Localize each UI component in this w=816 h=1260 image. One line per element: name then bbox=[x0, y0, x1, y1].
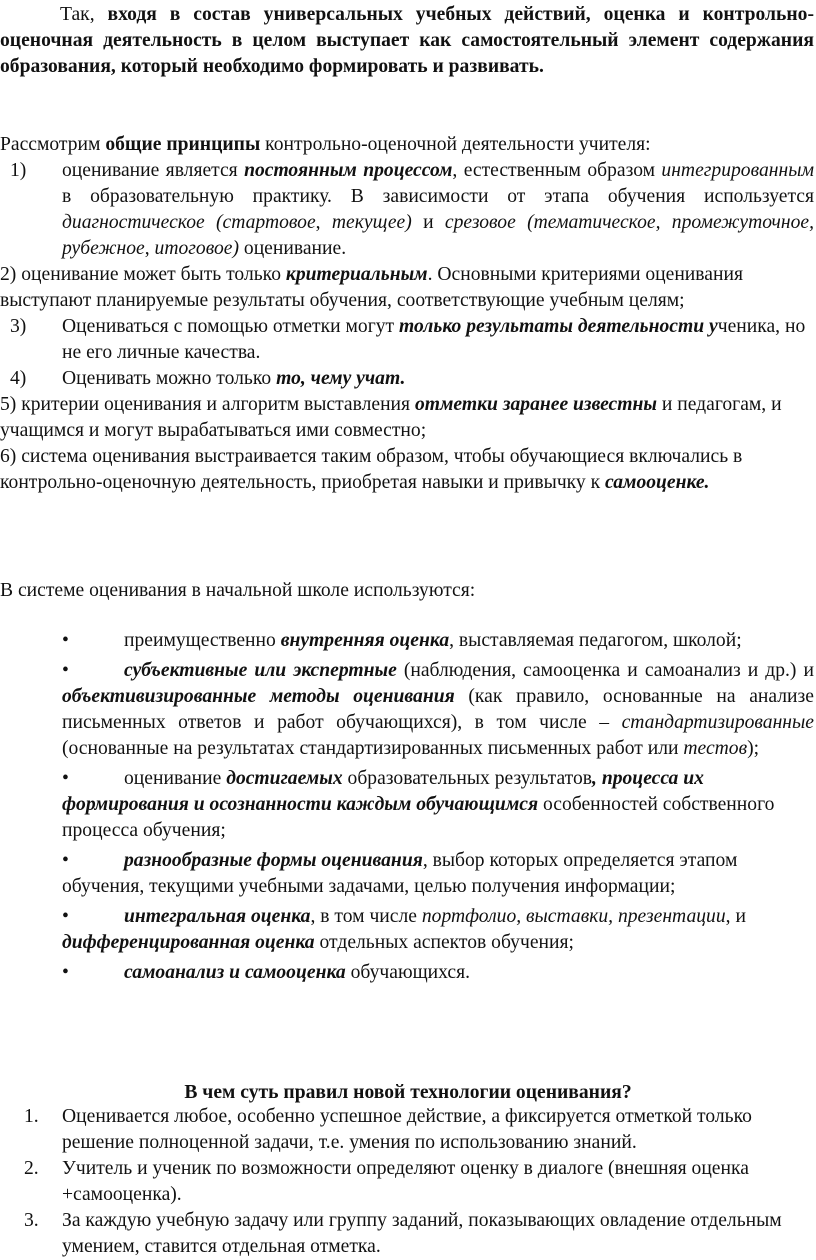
text: обучающихся. bbox=[345, 962, 471, 983]
text: оценивание. bbox=[239, 238, 347, 259]
text: преимущественно bbox=[124, 630, 281, 651]
text: оценивание является bbox=[62, 160, 245, 181]
rule-text: Оценивается любое, особенно успешное действие, а фиксируется отметкой только решение полноценной задачи, т.е. умения по использованию знаний. bbox=[62, 1106, 752, 1153]
emphasis: субъективные или экспертные bbox=[124, 660, 397, 681]
system-item-5 bbox=[0, 904, 814, 956]
principle-number: 4) bbox=[10, 368, 27, 389]
emphasis: , процесса их формирования и осознанности каждым обучающимся bbox=[62, 768, 704, 815]
intro-paragraph bbox=[0, 2, 814, 80]
principle-number: 1) bbox=[10, 160, 27, 181]
text: , естественным образом bbox=[452, 160, 662, 181]
text: Оцениваться с помощью отметки могут bbox=[62, 316, 400, 337]
text: , и bbox=[725, 906, 746, 927]
principle-number: 3) bbox=[10, 316, 27, 337]
principle-item-3 bbox=[0, 314, 814, 366]
italic: итоговое) bbox=[154, 238, 239, 259]
system-item-2 bbox=[0, 658, 814, 762]
rules-list bbox=[0, 1104, 814, 1260]
emphasis: объективизированные методы оценивания bbox=[62, 686, 455, 707]
text: . Основными критериями оценивания выступают планируемые результаты обучения, соответствующие учебным целям; bbox=[0, 264, 743, 311]
text: особенностей собственного процесса обучения; bbox=[62, 794, 775, 841]
text: , bbox=[144, 238, 155, 259]
principles-lead-text: Рассмотрим bbox=[0, 134, 106, 155]
principle-item-5 bbox=[0, 392, 814, 444]
intro-lead: Так, bbox=[60, 4, 108, 25]
principles-bold: общие принципы bbox=[105, 134, 261, 155]
emphasis: внутренняя оценка bbox=[280, 630, 450, 651]
emphasis: критериальным bbox=[285, 264, 428, 285]
emphasis: разнообразные формы оценивания bbox=[124, 850, 423, 871]
text: , в том числе bbox=[310, 906, 422, 927]
italic: стандартизированные bbox=[621, 712, 814, 733]
italic: срезовое (тематическое, промежуточное, рубежное bbox=[62, 212, 814, 259]
bullet-icon: • bbox=[62, 906, 69, 927]
bullet-icon: • bbox=[62, 962, 69, 983]
system-item-4 bbox=[0, 848, 814, 900]
text: (как правило, основанные на анализе письменных ответов и работ обучающихся), в том числе – bbox=[62, 686, 814, 733]
emphasis: то, чему учат. bbox=[276, 368, 406, 389]
principles-lead bbox=[0, 132, 814, 158]
principle-number: 2) bbox=[0, 264, 17, 285]
text: в образовательную практику. В зависимости от этапа обучения используется bbox=[62, 186, 814, 207]
rules-heading: В чем суть правил новой технологии оценивания? bbox=[184, 1082, 632, 1103]
emphasis: интегральная оценка bbox=[124, 906, 311, 927]
bullet-icon: • bbox=[62, 768, 69, 789]
emphasis: постоянным процессом bbox=[244, 160, 453, 181]
principle-item-1 bbox=[0, 158, 814, 262]
italic: диагностическое (стартовое bbox=[62, 212, 316, 233]
text: отдельных аспектов обучения; bbox=[314, 932, 574, 953]
text: Оценивать можно только bbox=[62, 368, 277, 389]
rule-item-1 bbox=[0, 1104, 814, 1156]
principles-tail: контрольно-оценочной деятельности учителя: bbox=[260, 134, 651, 155]
text: критерии оценивания и алгоритм выставления bbox=[16, 394, 415, 415]
principles-section bbox=[0, 132, 814, 496]
principle-number: 6) bbox=[0, 446, 17, 467]
principle-item-4 bbox=[0, 366, 814, 392]
system-section bbox=[0, 578, 814, 986]
rule-number: 2. bbox=[24, 1158, 39, 1179]
principles-list bbox=[0, 158, 814, 496]
system-item-1 bbox=[0, 628, 814, 654]
italic: тестов bbox=[683, 738, 748, 759]
system-title: В системе оценивания в начальной школе используются: bbox=[0, 580, 476, 601]
emphasis: самоанализ и самооценка bbox=[124, 962, 346, 983]
text: , bbox=[315, 212, 332, 233]
rule-number: 1. bbox=[24, 1106, 39, 1127]
emphasis: только результаты деятельности у bbox=[399, 316, 718, 337]
text: оценивание bbox=[124, 768, 227, 789]
bullet-icon: • bbox=[62, 630, 69, 651]
italic: текущее) bbox=[331, 212, 412, 233]
text: образовательных результатов bbox=[342, 768, 593, 789]
intro-bold-text: входя в состав универсальных учебных действий, оценка и контрольно-оценочная деятельность в целом выступает как самостоятельный элемент содержания образования, который необходимо формировать и развивать. bbox=[0, 4, 814, 77]
principle-number: 5) bbox=[0, 394, 17, 415]
text: ); bbox=[747, 738, 760, 759]
italic: интегрированным bbox=[661, 160, 814, 181]
text: , выбор которых определяется этапом обучения, текущими учебными задачами, целью получения информации; bbox=[62, 850, 738, 897]
rule-text: Учитель и ученик по возможности определяют оценку в диалоге (внешняя оценка +самооценка). bbox=[62, 1158, 749, 1205]
emphasis: самооценке. bbox=[605, 472, 710, 493]
text: оценивание может быть только bbox=[16, 264, 286, 285]
system-item-6 bbox=[0, 960, 814, 986]
text: и bbox=[411, 212, 445, 233]
emphasis: достигаемых bbox=[226, 768, 343, 789]
system-item-3 bbox=[0, 766, 814, 844]
text: , выставляемая педагогом, школой; bbox=[449, 630, 742, 651]
principle-item-2 bbox=[0, 262, 814, 314]
text: (наблюдения, самооценка и самоанализ и др.) и bbox=[396, 660, 814, 681]
text: (основанные на результатах стандартизированных письменных работ или bbox=[62, 738, 684, 759]
rule-text: За каждую учебную задачу или группу заданий, показывающих овладение отдельным умением, ставится отдельная отметка. bbox=[62, 1210, 782, 1257]
principle-item-6 bbox=[0, 444, 814, 496]
rule-number: 3. bbox=[24, 1210, 39, 1231]
emphasis: дифференцированная оценка bbox=[62, 932, 315, 953]
bullet-icon: • bbox=[62, 660, 69, 681]
rule-item-3 bbox=[0, 1208, 814, 1260]
text: система оценивания выстраивается таким образом, чтобы обучающиеся включались в контрольно-оценочную деятельность, приобретая навыки и привычку к bbox=[0, 446, 743, 493]
text: ченика, но не его личные качества. bbox=[62, 316, 806, 363]
rule-item-2 bbox=[0, 1156, 814, 1208]
text: и педагогам, и учащимся и могут вырабатываться ими совместно; bbox=[0, 394, 782, 441]
italic: портфолио, выставки, презентации bbox=[421, 906, 726, 927]
bullet-icon: • bbox=[62, 850, 69, 871]
emphasis: отметки заранее известны bbox=[414, 394, 657, 415]
